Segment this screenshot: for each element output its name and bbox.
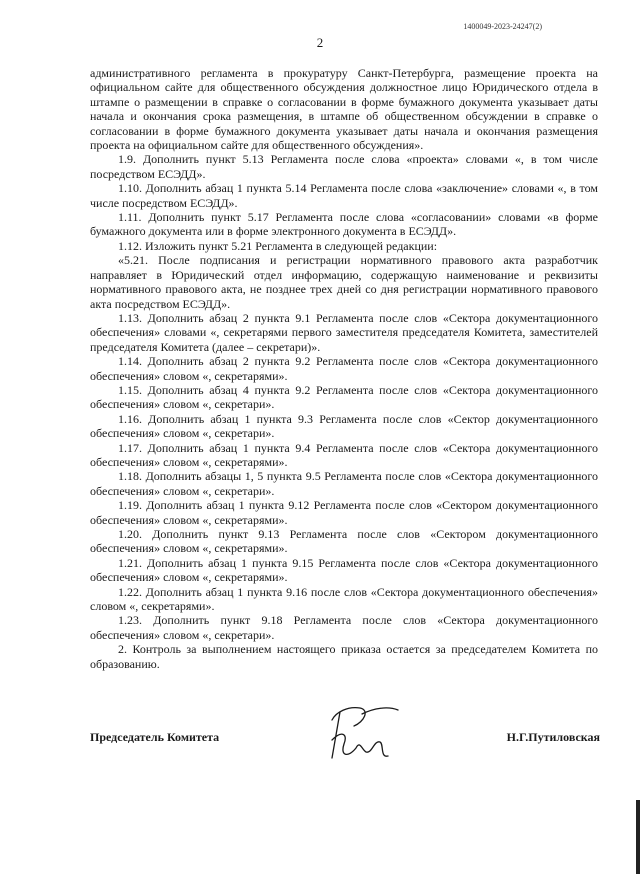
paragraph: 1.13. Дополнить абзац 2 пункта 9.1 Регламента после слов «Сектора документационного обеспечения» словами «, секретарями первого заместителя председателя Комитета, заместителей председателя Комитета (далее – секретари)». xyxy=(90,310,598,354)
paragraph: «5.21. После подписания и регистрации нормативного правового акта разработчик направляет в Юридический отдел информацию, содержащую наименование и реквизиты нормативного правового акта, не позднее трех дней со дня регистрации нормативного правового акта посредством ЕСЭДД». xyxy=(90,253,598,311)
paragraph: 1.14. Дополнить абзац 2 пункта 9.2 Регламента после слов «Сектора документационного обеспечения» словом «, секретарями». xyxy=(90,354,598,383)
signature-block xyxy=(90,700,600,770)
paragraph: 1.15. Дополнить абзац 4 пункта 9.2 Регламента после слов «Сектора документационного обеспечения» словом «, секретари». xyxy=(90,382,598,412)
page-number: 2 xyxy=(316,35,324,50)
paragraph: административного регламента в прокуратуру Санкт-Петербурга, размещение проекта на официальном сайте для общественного обсуждения должностное лицо Юридического отдела в штампе о размещении в справке о согласовании в форме бумажного документа указывает даты начала и окончания срока размещения, в штампе об общественном обсуждении в справке о согласовании в форме бумажного документа указывает даты начала и окончания размещения проекта на официальном сайте для общественного обсуждения». xyxy=(90,66,598,153)
paragraph: 1.11. Дополнить пункт 5.17 Регламента после слова «согласовании» словами «в форме бумажного документа или в форме электронного документа в ЕСЭДД». xyxy=(90,210,598,239)
paragraph: 1.19. Дополнить абзац 1 пункта 9.12 Регламента после слов «Сектором документационного обеспечения» словом «, секретарями». xyxy=(90,498,598,527)
paragraph: 2. Контроль за выполнением настоящего приказа остается за председателем Комитета по образованию. xyxy=(90,642,598,671)
paragraph: 1.10. Дополнить абзац 1 пункта 5.14 Регламента после слова «заключение» словами «, в том числе посредством ЕСЭДД». xyxy=(90,181,598,210)
signatory-title: Председатель Комитета xyxy=(90,730,220,744)
paragraph: 1.21. Дополнить абзац 1 пункта 9.15 Регламента после слов «Сектора документационного обеспечения» словом «, секретарями». xyxy=(90,555,598,585)
paragraph: 1.17. Дополнить абзац 1 пункта 9.4 Регламента после слов «Сектора документационного обеспечения» словом «, секретарями». xyxy=(90,440,598,469)
paragraph: 1.22. Дополнить абзац 1 пункта 9.16 после слов «Сектора документационного обеспечения» словом «, секретарями». xyxy=(90,584,598,614)
scan-edge-mark xyxy=(636,800,640,874)
paragraph: 1.18. Дополнить абзацы 1, 5 пункта 9.5 Регламента после слов «Сектора документационного обеспечения» словом «, секретари». xyxy=(90,469,598,498)
paragraph: 1.20. Дополнить пункт 9.13 Регламента после слов «Сектором документационного обеспечения» словом «, секретарями». xyxy=(90,527,598,556)
paragraph: 1.16. Дополнить абзац 1 пункта 9.3 Регламента после слов «Сектор документационного обеспечения» словом «, секретари». xyxy=(90,411,598,441)
handwritten-signature xyxy=(318,700,408,770)
paragraph: 1.23. Дополнить пункт 9.18 Регламента после слов «Сектора документационного обеспечения» словом «, секретари». xyxy=(90,613,598,642)
signatory-name: Н.Г.Путиловская xyxy=(506,730,600,744)
document-reference: 1400049-2023-24247(2) xyxy=(463,22,542,31)
document-body xyxy=(90,66,598,671)
paragraph: 1.9. Дополнить пункт 5.13 Регламента после слова «проекта» словами «, в том числе посредством ЕСЭДД». xyxy=(90,152,598,181)
paragraph: 1.12. Изложить пункт 5.21 Регламента в следующей редакции: xyxy=(118,238,438,253)
